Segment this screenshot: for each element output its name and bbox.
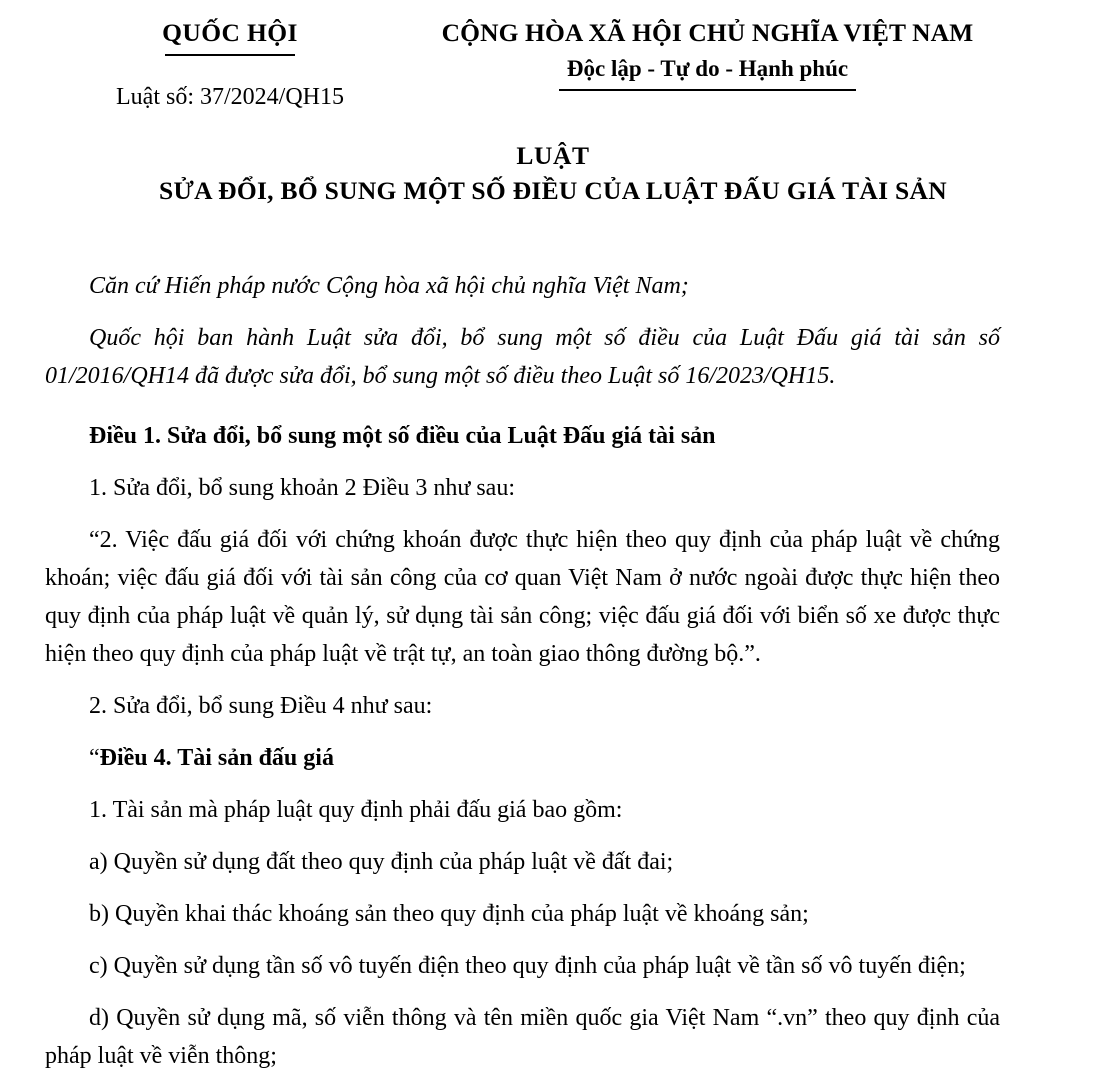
spacer bbox=[45, 777, 1000, 791]
document-header bbox=[0, 0, 1106, 125]
issuing-body-underline bbox=[165, 54, 295, 56]
spacer bbox=[45, 985, 1000, 999]
document-title-block bbox=[0, 139, 1106, 207]
spacer bbox=[45, 673, 1000, 687]
national-motto: Độc lập - Tự do - Hạnh phúc bbox=[566, 55, 849, 81]
quoted-article-4-heading-text: Điều 4. Tài sản đấu giá bbox=[99, 745, 334, 772]
law-number: Luật số: 37/2024/QH15 bbox=[116, 84, 344, 110]
nation-name: CỘNG HÒA XÃ HỘI CHỦ NGHĨA VIỆT NAM bbox=[441, 18, 974, 47]
article-1-clause-2-intro: 2. Sửa đổi, bổ sung Điều 4 như sau: bbox=[89, 693, 433, 720]
spacer bbox=[45, 237, 1000, 267]
spacer bbox=[45, 725, 1000, 739]
spacer bbox=[45, 455, 1000, 469]
issuing-body-name: QUỐC HỘI bbox=[162, 18, 298, 47]
document-subtitle: SỬA ĐỔI, BỔ SUNG MỘT SỐ ĐIỀU CỦA LUẬT ĐẤU GIÁ TÀI SẢN bbox=[159, 176, 947, 206]
quoted-article-4-clause-1-intro: 1. Tài sản mà pháp luật quy định phải đấu giá bao gồm: bbox=[89, 797, 623, 824]
list-item-a: a) Quyền sử dụng đất theo quy định của pháp luật về đất đai; bbox=[89, 849, 674, 876]
open-quote-mark: “ bbox=[89, 745, 100, 772]
header-right-block bbox=[415, 18, 1000, 91]
document-title: LUẬT bbox=[516, 141, 590, 170]
preamble-basis: Căn cứ Hiến pháp nước Cộng hòa xã hội chủ nghĩa Việt Nam; bbox=[89, 273, 689, 300]
national-motto-underline bbox=[559, 89, 856, 91]
spacer bbox=[45, 395, 1000, 417]
spacer bbox=[45, 881, 1000, 895]
article-1-clause-1-intro: 1. Sửa đổi, bổ sung khoản 2 Điều 3 như sau: bbox=[89, 475, 515, 502]
spacer bbox=[45, 933, 1000, 947]
article-1-clause-1-body: “2. Việc đấu giá đối với chứng khoán được thực hiện theo quy định của pháp luật về chứng khoán; việc đấu giá đối với tài sản công của cơ quan Việt Nam ở nước ngoài được thực hiện theo quy định của pháp luật về quản lý, sử dụng tài sản công; việc đấu giá đối với biển số xe được thực hiện theo quy định của pháp luật về trật tự, an toàn giao thông đường bộ.”. bbox=[45, 527, 1000, 668]
spacer bbox=[45, 829, 1000, 843]
list-item-d: d) Quyền sử dụng mã, số viễn thông và tên miền quốc gia Việt Nam “.vn” theo quy định của pháp luật về viễn thông; bbox=[45, 1005, 1000, 1070]
preamble-enactment: Quốc hội ban hành Luật sửa đổi, bổ sung một số điều của Luật Đấu giá tài sản số 01/2016/QH14 đã được sửa đổi, bổ sung một số điều theo Luật số 16/2023/QH15. bbox=[45, 325, 1000, 390]
spacer bbox=[45, 305, 1000, 319]
list-item-b: b) Quyền khai thác khoáng sản theo quy định của pháp luật về khoáng sản; bbox=[89, 901, 809, 928]
list-item-c: c) Quyền sử dụng tần số vô tuyến điện theo quy định của pháp luật về tần số vô tuyến điện; bbox=[89, 953, 966, 980]
document-body bbox=[0, 237, 1106, 1075]
article-1-heading: Điều 1. Sửa đổi, bổ sung một số điều của Luật Đấu giá tài sản bbox=[89, 423, 716, 450]
quoted-article-4-heading bbox=[45, 739, 1000, 777]
header-left-block bbox=[45, 18, 415, 56]
spacer bbox=[45, 507, 1000, 521]
